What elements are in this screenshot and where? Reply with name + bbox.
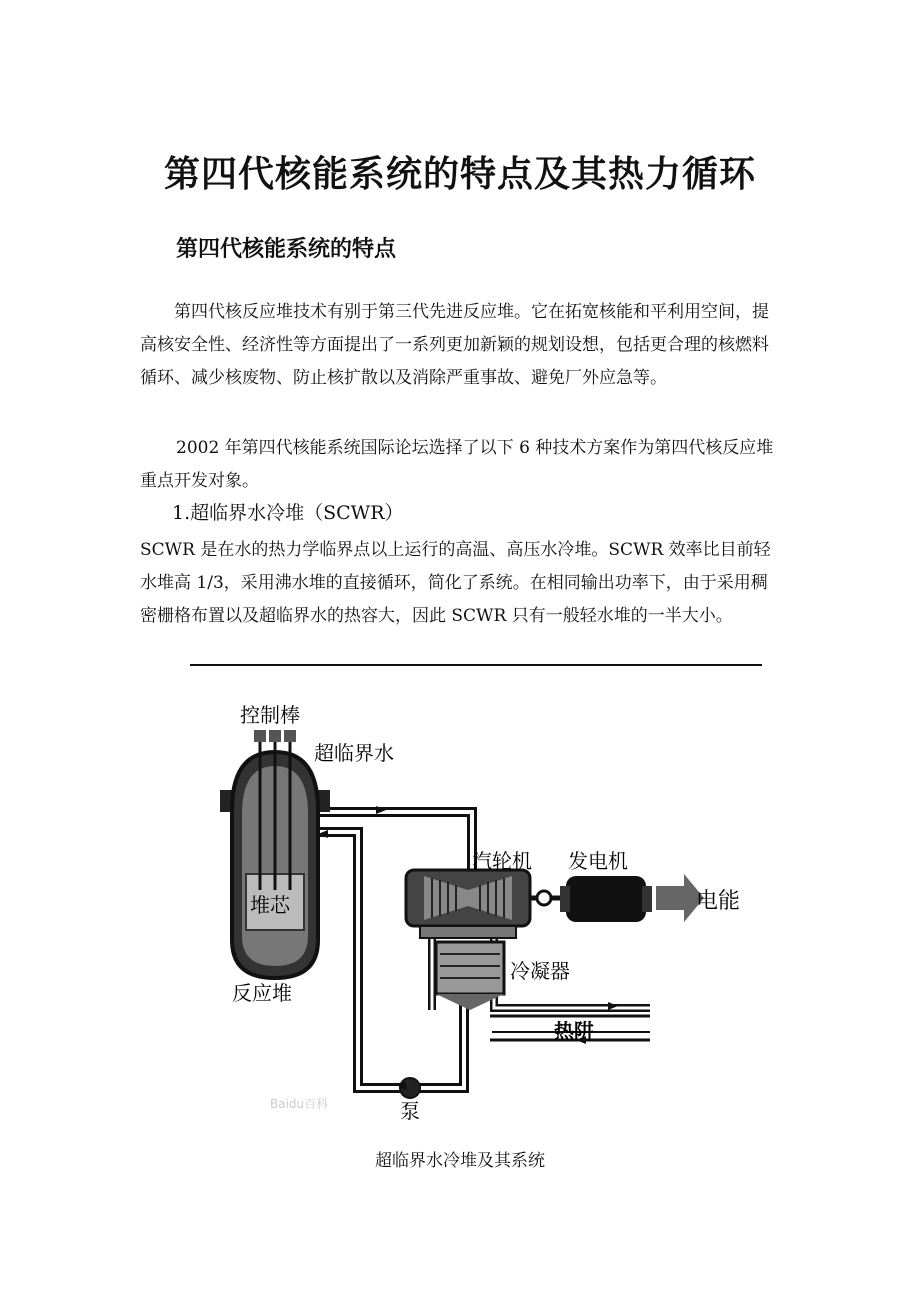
section-heading: 第四代核能系统的特点 — [176, 237, 397, 262]
generator-shape — [560, 876, 652, 922]
horizontal-rule — [190, 664, 762, 666]
label-core: 堆芯 — [250, 893, 290, 917]
reactor-vessel-shape — [220, 730, 330, 978]
paragraph-intro: 第四代核反应堆技术有别于第三代先进反应堆。它在拓宽核能和平利用空间，提高核安全性、经济性等方面提出了一系列更加新颖的规划设想，包括更合理的核燃料循环、减少核废物、防止核扩散以及消除严重事故、避免厂外应急等。 — [140, 302, 769, 388]
label-heat-sink: 热阱 — [554, 1019, 594, 1043]
label-reactor: 反应堆 — [232, 981, 292, 1005]
turbine-shape — [406, 870, 530, 926]
scwr-system-diagram — [210, 690, 770, 1120]
label-control-rods: 控制棒 — [240, 703, 300, 727]
watermark: Baidu百科 — [270, 1097, 329, 1111]
label-condenser: 冷凝器 — [510, 959, 570, 983]
paragraph-scwr: SCWR 是在水的热力学临界点以上运行的高温、高压水冷堆。SCWR 效率比目前轻水堆高 1/3，采用沸水堆的直接循环，简化了系统。在相同输出功率下，由于采用稠密栅格布置以及超临界水的热容大，因此 SCWR 只有一般轻水堆的一半大小。 — [140, 540, 771, 626]
label-pump: 泵 — [400, 1099, 420, 1120]
label-electricity: 电能 — [696, 889, 741, 914]
paragraph-forum: 2002 年第四代核能系统国际论坛选择了以下 6 种技术方案作为第四代核反应堆重点开发对象。 — [140, 438, 774, 491]
label-generator: 发电机 — [568, 849, 628, 873]
list-item-scwr: 1.超临界水冷堆（SCWR） — [172, 502, 404, 524]
figure-caption: 超临界水冷堆及其系统 — [375, 1151, 545, 1171]
label-turbine: 汽轮机 — [472, 849, 532, 873]
page-title: 第四代核能系统的特点及其热力循环 — [163, 154, 756, 195]
label-supercritical-water: 超临界水 — [314, 741, 394, 765]
